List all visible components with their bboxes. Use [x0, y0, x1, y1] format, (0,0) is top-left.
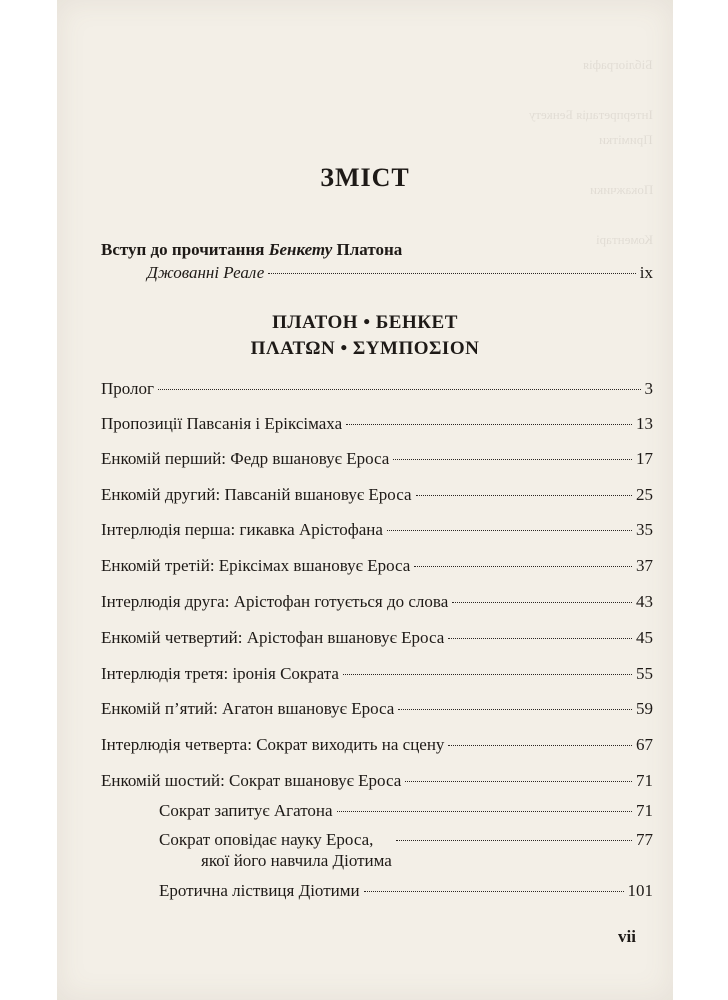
contents-title: ЗМІСТ	[320, 163, 410, 192]
toc-entry: Інтерлюдія перша: гикавка Арістофана 35	[101, 520, 653, 539]
intro-author-row	[147, 263, 653, 283]
toc-subentry: Сократ оповідає науку Ероса, якої його навчила Діотима 77	[159, 830, 653, 870]
toc-entry: Інтерлюдія третя: іронія Сократа 55	[101, 664, 653, 683]
toc-subentry: Сократ запитує Агатона 71	[159, 801, 653, 820]
toc-entry: Інтерлюдія четверта: Сократ виходить на сцену 67	[101, 735, 653, 754]
intro-author: Джованні Реале	[147, 263, 265, 282]
part-heading-ukrainian: ПЛАТОН • БЕНКЕТ	[272, 312, 458, 333]
toc-entry: Енкомій другий: Павсаній вшановує Ероса 25	[101, 485, 653, 504]
part-heading-greek: ΠΛΑΤΩΝ • ΣΥΜΠΟΣΙΟΝ	[250, 338, 480, 359]
toc-entry: Енкомій перший: Федр вшановує Ероса 17	[101, 449, 653, 468]
toc-subentry: Еротична ліствиця Діотими 101	[159, 881, 653, 900]
page-number: ix	[639, 263, 653, 282]
dot-leader	[268, 273, 635, 274]
toc-entry: Інтерлюдія друга: Арістофан готується до слова 43	[101, 592, 653, 611]
toc-entry: Енкомій четвертий: Арістофан вшановує Ероса 45	[101, 628, 653, 647]
toc-entry: Енкомій третій: Еріксімах вшановує Ероса 37	[101, 556, 653, 575]
toc-entry: Пролог 3	[101, 379, 653, 398]
intro-entry-title: Вступ до прочитання Бенкету Платона	[101, 240, 403, 259]
toc-entry: Пропозиції Павсанія і Еріксімаха 13	[101, 414, 653, 433]
book-page	[57, 0, 673, 1000]
page-folio: vii	[618, 927, 636, 946]
toc-entry: Енкомій п’ятий: Агатон вшановує Ероса 59	[101, 699, 653, 718]
toc-entry: Енкомій шостий: Сократ вшановує Ероса 71	[101, 771, 653, 790]
show-through-text: Бібліографія Інтерпретація Бенкету Примітки Покажчики Коментарі	[529, 57, 653, 247]
